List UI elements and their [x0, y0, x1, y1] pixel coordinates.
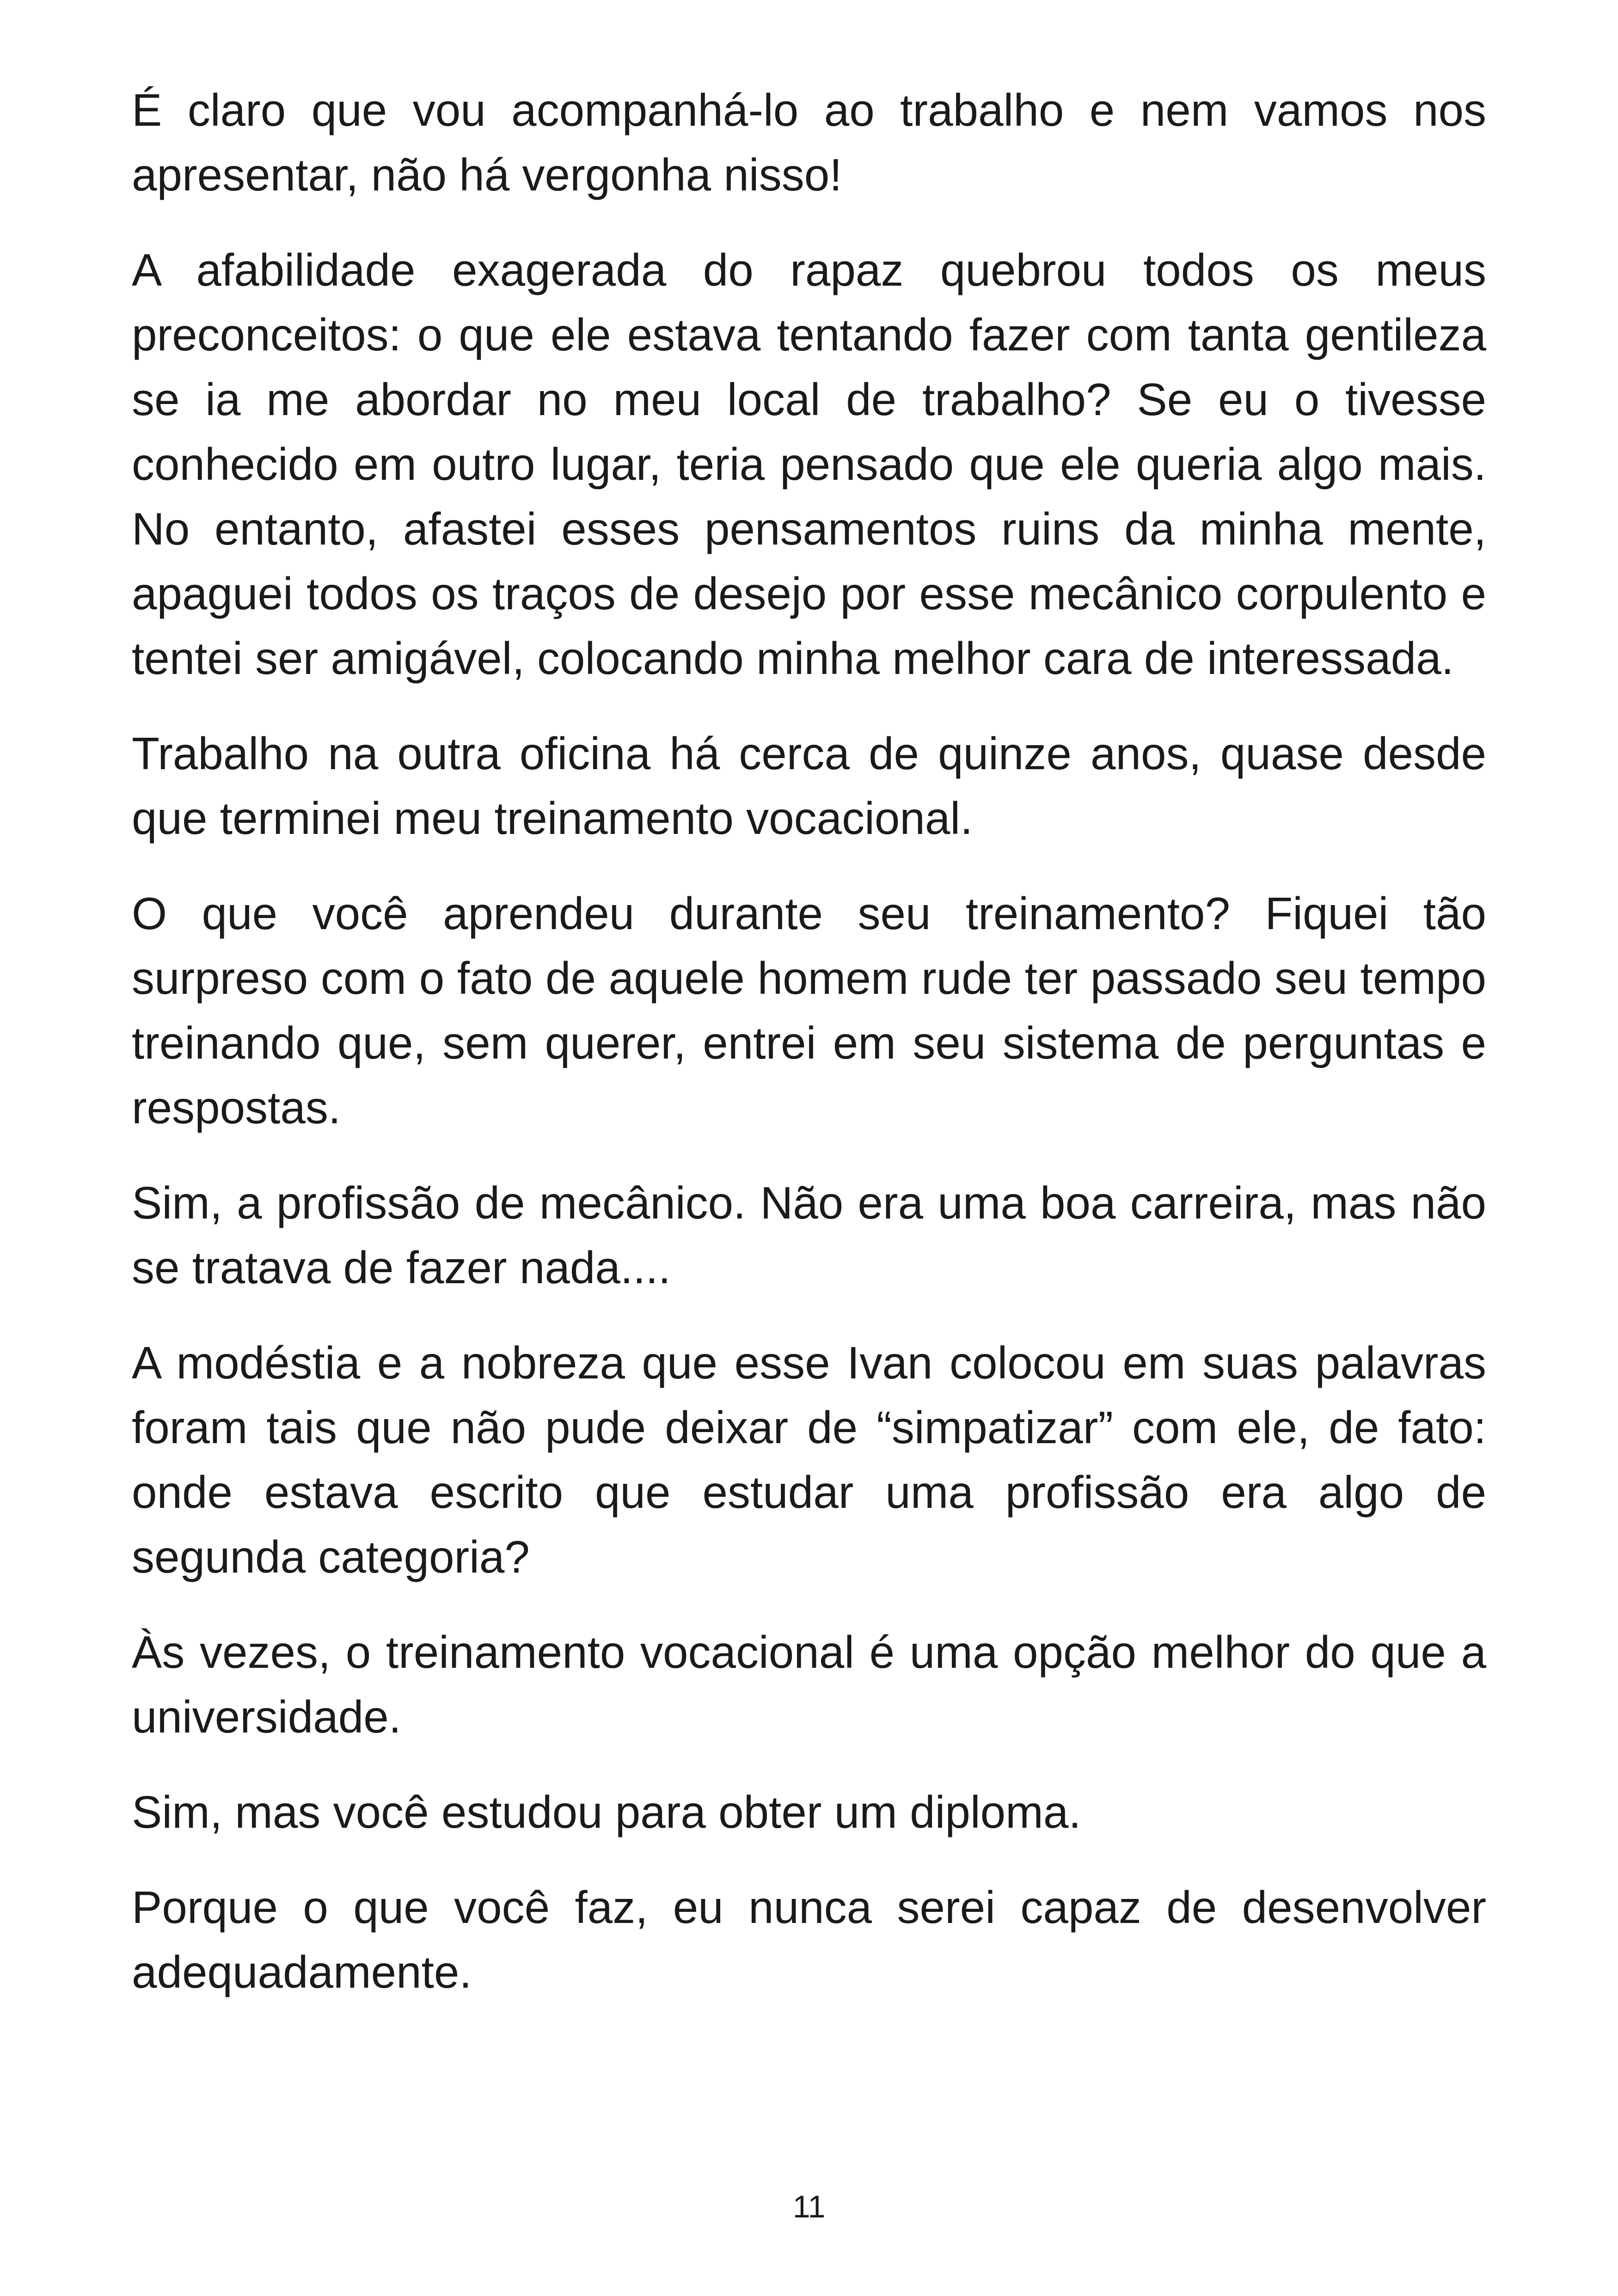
- paragraph: A modéstia e a nobreza que esse Ivan colocou em suas palavras foram tais que não pude deixar de “simpatizar” com ele, de fato: onde estava escrito que estudar uma profissão era algo de segunda categoria?: [132, 1337, 1486, 1582]
- paragraph: Sim, a profissão de mecânico. Não era uma boa carreira, mas não se tratava de fazer nada....: [132, 1177, 1486, 1293]
- body-text: [132, 78, 1486, 2035]
- paragraph: Sim, mas você estudou para obter um diploma.: [132, 1787, 1081, 1837]
- paragraph: Porque o que você faz, eu nunca serei capaz de desenvolver adequadamente.: [132, 1882, 1486, 1997]
- paragraph: É claro que vou acompanhá-lo ao trabalho e nem vamos nos apresentar, não há vergonha nisso!: [132, 85, 1486, 200]
- paragraph: Trabalho na outra oficina há cerca de quinze anos, quase desde que terminei meu treinamento vocacional.: [132, 728, 1486, 844]
- paragraph: O que você aprendeu durante seu treinamento? Fiquei tão surpreso com o fato de aquele homem rude ter passado seu tempo treinando que, sem querer, entrei em seu sistema de perguntas e respostas.: [132, 888, 1486, 1133]
- page-number: 11: [792, 2189, 826, 2224]
- paragraph: A afabilidade exagerada do rapaz quebrou todos os meus preconceitos: o que ele estava tentando fazer com tanta gentileza se ia me abordar no meu local de trabalho? Se eu o tivesse conhecido em outro lugar, teria pensado que ele queria algo mais. No entanto, afastei esses pensamentos ruins da minha mente, apaguei todos os traços de desejo por esse mecânico corpulento e tentei ser amigável, colocando minha melhor cara de interessada.: [132, 245, 1486, 684]
- paragraph: Às vezes, o treinamento vocacional é uma opção melhor do que a universidade.: [132, 1627, 1486, 1742]
